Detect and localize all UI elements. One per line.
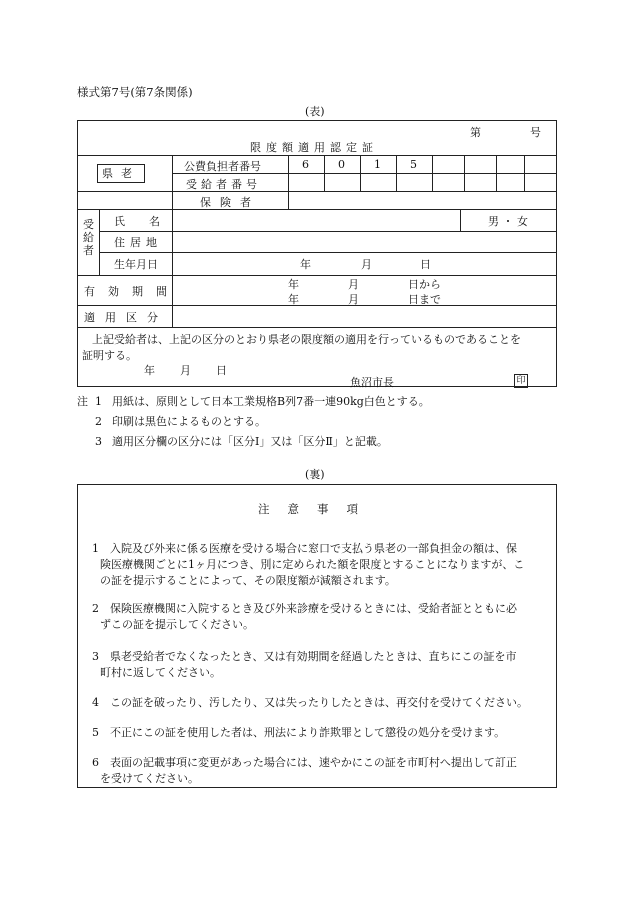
dob-month: 月 (361, 258, 372, 271)
payer-digit-3: 1 (374, 158, 381, 171)
public-payer-label: 公費負担者番号 (184, 160, 261, 173)
notes-section (77, 392, 430, 452)
validity-to-year: 年 (288, 293, 299, 306)
seal-icon: 印 (514, 374, 528, 388)
certification-line-1: 上記受給者は、上記の区分のとおり県老の限度額の適用を行っているものであることを (92, 333, 521, 346)
payer-digit-1: 6 (302, 158, 309, 171)
insurer-label: 保険者 (200, 196, 260, 209)
certificate-no-dai: 第 (470, 126, 481, 139)
notes-prefix: 注 (77, 395, 88, 408)
validity-to-month: 月 (348, 293, 359, 306)
gender-select: 男 ・ 女 (488, 215, 528, 228)
payer-digit-2: 0 (338, 158, 345, 171)
recipient-number-label: 受給者番号 (186, 178, 261, 191)
back-side-label: (裏) (305, 468, 325, 481)
validity-from-month: 月 (348, 278, 359, 291)
cert-day: 日 (216, 364, 227, 377)
back-item-5: 5 不正にこの証を使用した者は、刑法により詐欺罪として懲役の処分を受けます。 (92, 726, 506, 739)
back-item-1: 1 入院及び外来に係る医療を受ける場合に窓口で支払う県老の一部負担金の額は、保 険医療機関ごとに1ヶ月につき、別に定められた額を限度とすることになりますが、こ の証を提示することによって、その限度額が減額されます。 (92, 542, 525, 587)
note-item: 3 適用区分欄の区分には「区分Ⅰ」又は「区分Ⅱ」と記載。 (95, 435, 388, 448)
form-title: 様式第7号(第7条関係) (77, 85, 193, 99)
payer-digit-4: 5 (410, 158, 417, 171)
back-item-6: 6 表面の記載事項に変更があった場合には、速やかにこの証を市町村へ提出して訂正 を受けてください。 (92, 756, 517, 785)
certificate-no-go: 号 (530, 126, 541, 139)
certification-line-2: 証明する。 (82, 349, 137, 362)
note-item: 注 1 用紙は、原則として日本工業規格B列7番一連90kg白色とする。 (77, 395, 430, 408)
certificate-heading: 限度額適用認定証 (250, 141, 378, 154)
back-item-3: 3 県老受給者でなくなったとき、又は有効期間を経過したときは、直ちにこの証を市 町村に返してください。 (92, 650, 517, 679)
validity-from-day: 日から (408, 278, 441, 291)
category-label: 適用区分 (84, 311, 168, 324)
name-label: 氏名 (114, 215, 184, 228)
dob-day: 日 (420, 258, 431, 271)
back-item-2: 2 保険医療機関に入院するとき及び外来診療を受けるときには、受給者証とともに必 ずこの証を提示してください。 (92, 602, 517, 631)
kenro-box: 県老 (97, 164, 145, 183)
back-item-4: 4 この証を破ったり、汚したり、又は失ったりしたときは、再交付を受けてください。 (92, 696, 528, 709)
dob-label: 生年月日 (114, 258, 158, 271)
cert-month: 月 (180, 364, 191, 377)
certificate-back-box (77, 484, 557, 788)
front-side-label: (表) (305, 105, 325, 118)
certificate-front-table (77, 120, 557, 387)
validity-to-day: 日まで (408, 293, 441, 306)
note-item: 2 印刷は黒色によるものとする。 (95, 415, 266, 428)
back-title: 注意事項 (258, 502, 376, 516)
issuer-name: 魚沼市長 (350, 376, 394, 389)
cert-year: 年 (144, 364, 155, 377)
recipient-vertical-label: 受給者 (83, 218, 94, 257)
validity-from-year: 年 (288, 278, 299, 291)
dob-year: 年 (300, 258, 311, 271)
address-label: 住居地 (114, 236, 162, 249)
validity-label: 有効期間 (84, 285, 180, 298)
